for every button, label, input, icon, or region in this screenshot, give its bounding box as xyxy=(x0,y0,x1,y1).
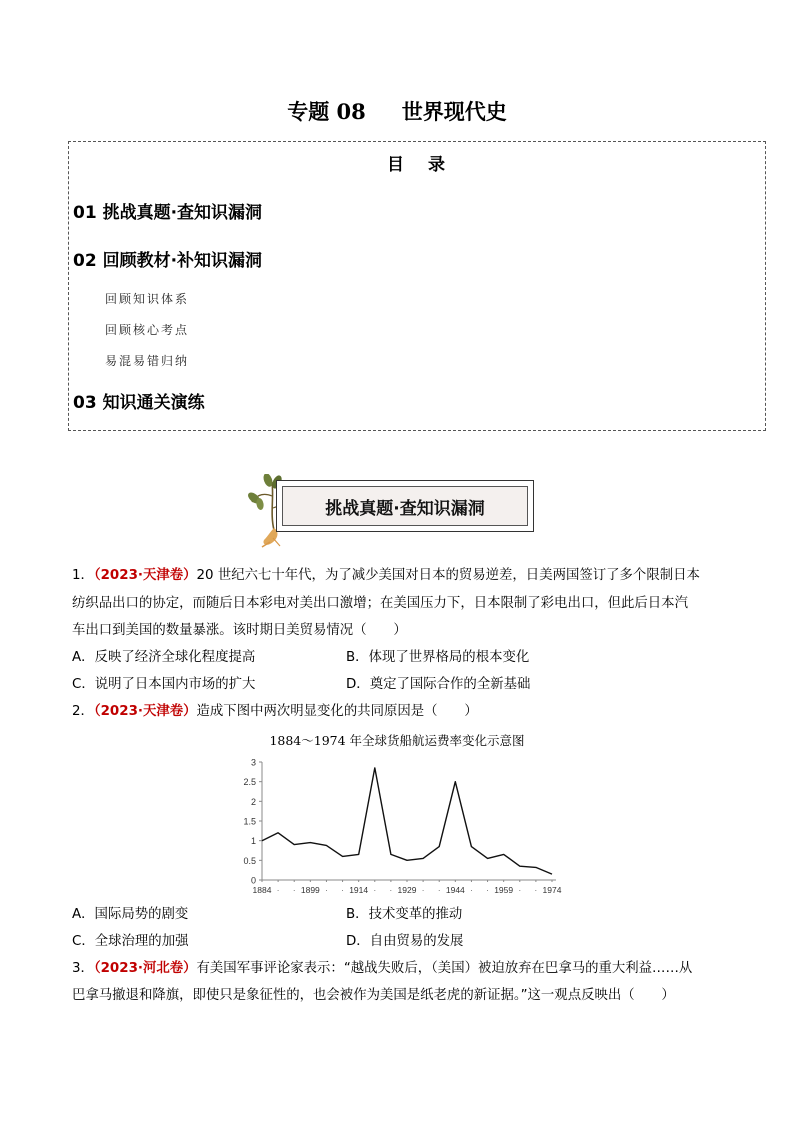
toc-subitem[interactable]: 回顾核心考点 xyxy=(105,323,190,337)
toc-heading-a: 目 xyxy=(387,155,406,175)
toc-heading-b: 录 xyxy=(428,155,447,175)
question-number: 2． xyxy=(72,704,94,719)
y-tick-label: 1 xyxy=(250,836,256,847)
toc-section-label: 挑战真题·查知识漏洞 xyxy=(102,203,263,223)
x-tick-label: 1914 xyxy=(349,885,369,895)
toc-section-02[interactable] xyxy=(73,246,262,271)
question-number: 3． xyxy=(72,961,94,976)
question-2 xyxy=(72,698,732,726)
x-tick-dot: · xyxy=(341,886,344,895)
toc-heading xyxy=(69,150,765,175)
x-tick-label: 1944 xyxy=(445,885,465,895)
x-tick-dot: · xyxy=(389,886,393,895)
toc-subitem[interactable]: 回顾知识体系 xyxy=(105,292,190,306)
y-tick-label: 0.5 xyxy=(243,855,256,866)
option-d[interactable]: D．奠定了国际合作的全新基础 xyxy=(346,677,531,692)
question-1 xyxy=(72,562,732,590)
toc-section-03[interactable] xyxy=(73,388,205,413)
toc-section-label: 知识通关演练 xyxy=(102,393,205,413)
section-banner xyxy=(240,474,536,548)
x-tick-label: 1959 xyxy=(494,885,514,895)
y-tick-label: 1.5 xyxy=(243,816,256,827)
question-text: 纺织品出口的协定，而随后日本彩电对美出口激增；在美国压力下，日本限制了彩电出口，但此后日本汽 xyxy=(72,596,688,611)
x-tick-dot: · xyxy=(534,886,538,895)
x-tick-dot: · xyxy=(276,886,280,895)
option-c[interactable]: C．全球治理的加强 xyxy=(72,934,189,949)
question-text: 造成下图中两次明显变化的共同原因是（ ） xyxy=(196,704,478,719)
x-tick-dot: · xyxy=(486,886,489,895)
question-text: 20 世纪六七十年代，为了减少美国对日本的贸易逆差，日美两国签订了多个限制日本 xyxy=(196,568,700,583)
question-source: （2023·天津卷） xyxy=(93,568,197,583)
y-tick-label: 3 xyxy=(250,757,256,768)
x-tick-label: 1899 xyxy=(300,885,320,895)
toc-section-num: 03 xyxy=(73,393,97,413)
x-tick-dot: · xyxy=(325,886,328,895)
banner-label: 挑战真题·查知识漏洞 xyxy=(282,486,528,526)
x-tick-dot: · xyxy=(292,886,296,895)
toc-section-num: 02 xyxy=(73,251,97,271)
x-tick-dot: · xyxy=(518,886,522,895)
x-tick-dot: · xyxy=(373,886,377,895)
page-title xyxy=(0,96,794,126)
option-d[interactable]: D．自由贸易的发展 xyxy=(346,934,464,949)
x-tick-dot: · xyxy=(470,886,473,895)
banner-frame xyxy=(276,480,534,532)
freight-rate-chart xyxy=(240,752,570,902)
x-tick-dot: · xyxy=(421,886,425,895)
question-text: 巴拿马撤退和降旗，即使只是象征性的，也会被作为美国是纸老虎的新证据。”这一观点反映出（ ） xyxy=(72,988,675,1003)
question-source: （2023·天津卷） xyxy=(93,704,197,719)
toc-section-num: 01 xyxy=(73,203,97,223)
option-b[interactable]: B．体现了世界格局的根本变化 xyxy=(346,650,530,665)
toc-subitem[interactable]: 易混易错归纳 xyxy=(105,354,190,368)
x-tick-dot: · xyxy=(437,886,441,895)
option-c[interactable]: C．说明了日本国内市场的扩大 xyxy=(72,677,256,692)
y-tick-label: 2.5 xyxy=(243,777,256,788)
x-tick-label: 1929 xyxy=(397,885,417,895)
question-text: 车出口到美国的数量暴涨。该时期日美贸易情况（ ） xyxy=(72,623,407,638)
option-b[interactable]: B．技术变革的推动 xyxy=(346,907,463,922)
series-line xyxy=(262,768,552,874)
question-number: 1． xyxy=(72,568,94,583)
option-a[interactable]: A．反映了经济全球化程度提高 xyxy=(72,650,256,665)
toc-section-label: 回顾教材·补知识漏洞 xyxy=(102,251,263,271)
x-tick-label: 1884 xyxy=(252,885,272,895)
title-prefix: 专题 08 xyxy=(287,99,366,124)
option-a[interactable]: A．国际局势的剧变 xyxy=(72,907,189,922)
y-tick-label: 2 xyxy=(250,796,256,807)
table-of-contents xyxy=(68,141,766,431)
y-tick-label: 0 xyxy=(250,875,256,886)
title-main: 世界现代史 xyxy=(401,99,507,124)
chart-title: 1884～1974 年全球货船航运费率变化示意图 xyxy=(269,733,525,748)
question-text: 有美国军事评论家表示：“越战失败后，（美国）被迫放弃在巴拿马的重大利益……从 xyxy=(196,961,693,976)
question-source: （2023·河北卷） xyxy=(93,961,197,976)
x-tick-label: 1974 xyxy=(542,885,562,895)
question-3 xyxy=(72,955,732,983)
toc-section-01[interactable] xyxy=(73,198,262,223)
